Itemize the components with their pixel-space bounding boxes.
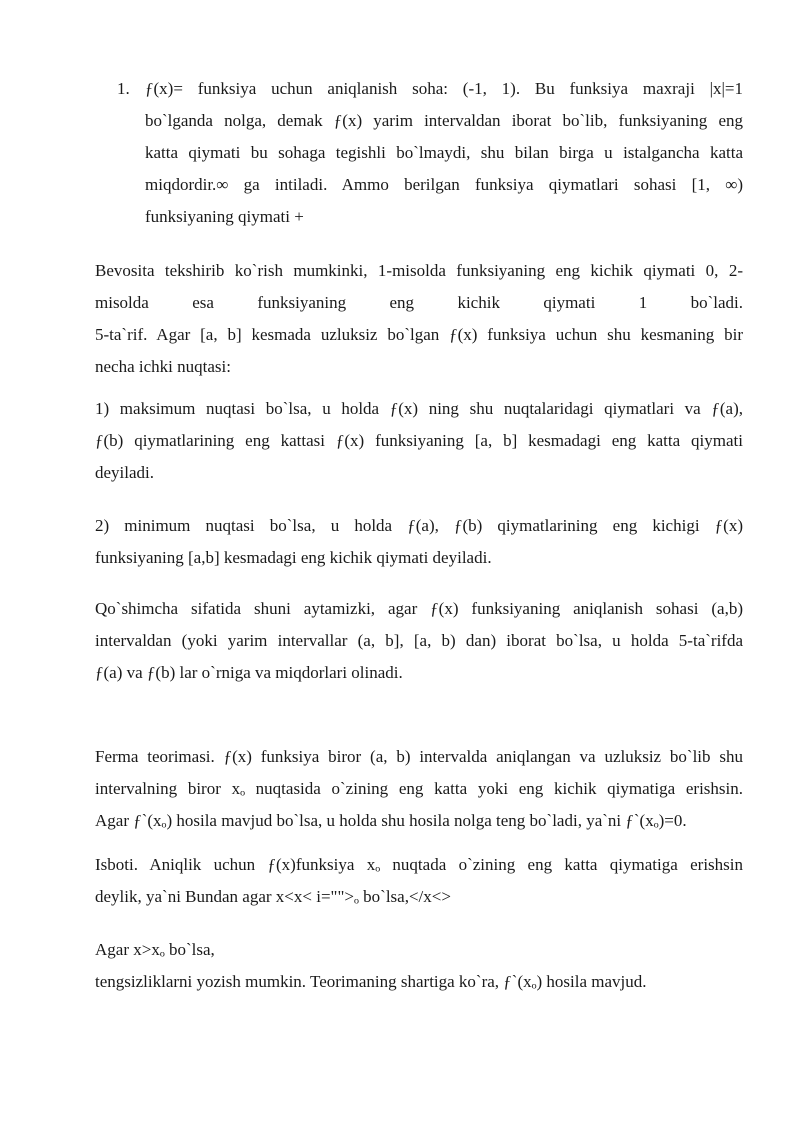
text-line: Qo`shimcha sifatida shuni aytamizki, agar ƒ(x) funksiyaning aniqlanish sohasi (a,b) [95, 599, 743, 618]
text-line: bo`lganda nolga, demak ƒ(x) yarim intervaldan iborat bo`lib, funksiyaning eng [145, 111, 743, 130]
text-line: Agar ƒ`(xₒ) hosila mavjud bo`lsa, u holda shu hosila nolga teng bo`ladi, ya`ni ƒ`(xₒ)=0. [95, 811, 687, 830]
text-line: miqdordir.∞ ga intiladi. Ammo berilgan funksiya qiymatlari sohasi [1, ∞) [145, 175, 743, 194]
text-line: Bevosita tekshirib ko`rish mumkinki, 1-misolda funksiyaning eng kichik qiymati 0, 2- [95, 261, 743, 280]
text-line: Agar x>xₒ bo`lsa, [95, 940, 215, 959]
text-line: deyiladi. [95, 463, 155, 482]
paragraph-fermat-theorem [95, 741, 743, 837]
list-item-1 [145, 73, 743, 233]
text-line: deylik, ya`ni Bundan agar x<x< i="">ₒ bo`lsa,</x<> [95, 887, 451, 906]
list-number: 1. [117, 79, 130, 98]
text-line: ƒ(a) va ƒ(b) lar o`rniga va miqdorlari olinadi. [95, 663, 403, 682]
text-line: 2) minimum nuqtasi bo`lsa, u holda ƒ(a), ƒ(b) qiymatlarining eng kichigi ƒ(x) [95, 516, 743, 535]
text-line: Ferma teorimasi. ƒ(x) funksiya biror (a, b) intervalda aniqlangan va uzluksiz bo`lib shu [95, 747, 743, 766]
text-line: tengsizliklarni yozish mumkin. Teorimaning shartiga ko`ra, ƒ`(xₒ) hosila mavjud. [95, 972, 647, 991]
text-line: intervalning biror xₒ nuqtasida o`zining eng katta yoki eng kichik qiymatiga erishsin. [95, 779, 743, 798]
text-line: misolda esa funksiyaning eng kichik qiymati 1 bo`ladi. [95, 293, 743, 312]
paragraph-proof-continued [95, 934, 743, 998]
paragraph-minimum [95, 510, 743, 574]
paragraph-additional [95, 593, 743, 689]
text-line: 1) maksimum nuqtasi bo`lsa, u holda ƒ(x) ning shu nuqtalaridagi qiymatlari va ƒ(a), [95, 399, 743, 418]
text-line: necha ichki nuqtasi: [95, 357, 231, 376]
text-line: ƒ(x)= funksiya uchun aniqlanish soha: (-1, 1). Bu funksiya maxraji |x|=1 [145, 79, 743, 98]
text-line: funksiyaning [a,b] kesmadagi eng kichik qiymati deyiladi. [95, 548, 492, 567]
paragraph-definition-5 [95, 255, 743, 383]
text-line: Isboti. Aniqlik uchun ƒ(x)funksiya xₒ nuqtada o`zining eng katta qiymatiga erishsin [95, 855, 743, 874]
text-line: ƒ(b) qiymatlarining eng kattasi ƒ(x) funksiyaning [a, b] kesmadagi eng katta qiymati [95, 431, 743, 450]
paragraph-maximum [95, 393, 743, 489]
text-line: 5-ta`rif. Agar [a, b] kesmada uzluksiz bo`lgan ƒ(x) funksiya uchun shu kesmaning bir [95, 325, 743, 344]
text-line: funksiyaning qiymati + [145, 207, 304, 226]
text-line: intervaldan (yoki yarim intervallar (a, b], [a, b) dan) iborat bo`lsa, u holda 5-ta`rifda [95, 631, 743, 650]
text-line: katta qiymati bu sohaga tegishli bo`lmaydi, shu bilan birga u istalgancha katta [145, 143, 743, 162]
paragraph-proof [95, 849, 743, 913]
